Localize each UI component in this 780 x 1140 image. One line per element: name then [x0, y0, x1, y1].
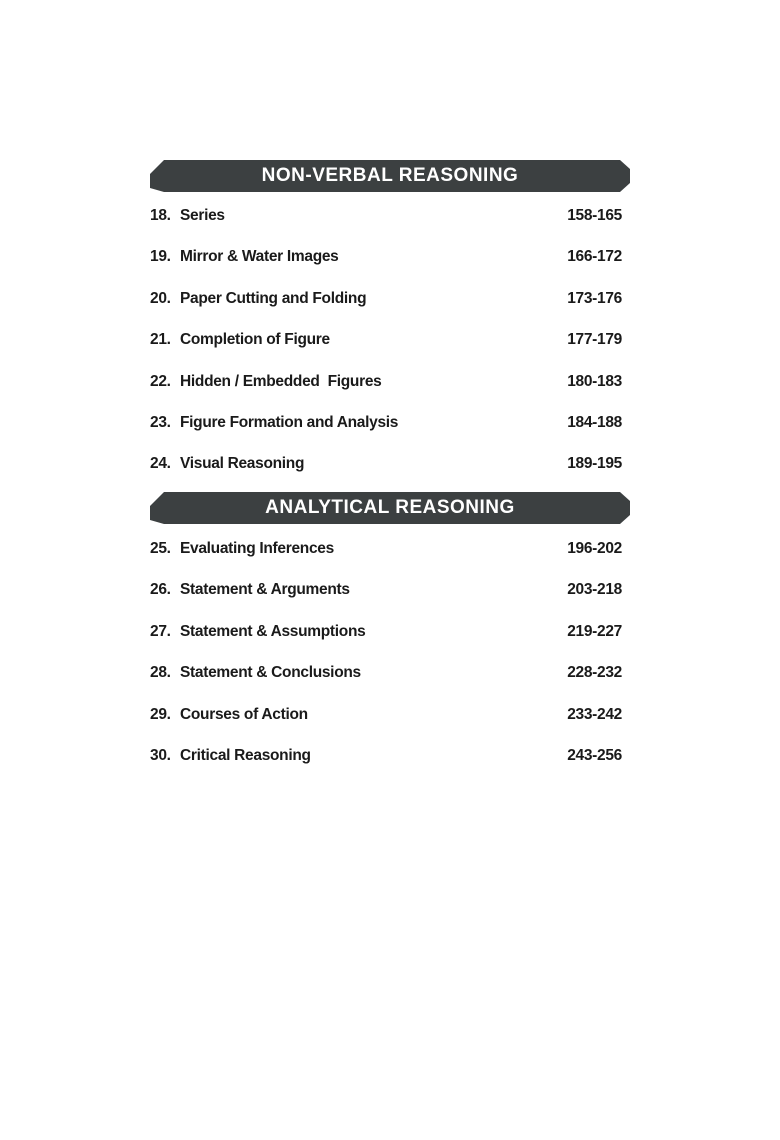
- entry-title: Series: [180, 207, 225, 224]
- entry-pages: 233-242: [567, 705, 622, 723]
- entry-pages: 158-165: [567, 207, 622, 224]
- entry-title: Hidden / Embedded Figures: [180, 372, 382, 390]
- entry-pages: 243-256: [567, 746, 622, 764]
- entry-number: 28.: [150, 664, 171, 682]
- entry-title: Statement & Assumptions: [180, 622, 366, 640]
- toc-entry[interactable]: [150, 581, 622, 622]
- toc-entry[interactable]: [150, 623, 622, 664]
- toc-entry[interactable]: [150, 664, 622, 705]
- entry-title: Visual Reasoning: [180, 455, 305, 473]
- entry-title: Mirror & Water Images: [180, 248, 339, 266]
- entry-title: Critical Reasoning: [180, 746, 311, 764]
- entry-title: Figure Formation and Analysis: [180, 413, 399, 431]
- toc-entry[interactable]: [150, 455, 622, 496]
- toc-entry[interactable]: [150, 414, 622, 455]
- entry-title: Statement & Conclusions: [180, 664, 361, 682]
- toc-entry[interactable]: [150, 248, 622, 289]
- entry-pages: 180-183: [567, 372, 622, 390]
- entry-number: 22.: [150, 372, 171, 390]
- entry-pages: 228-232: [567, 664, 622, 682]
- toc-entry[interactable]: [150, 290, 622, 331]
- entry-number: 19.: [150, 248, 171, 266]
- entry-title: Courses of Action: [180, 705, 308, 723]
- toc-list-analytical: [150, 540, 622, 788]
- entry-title: Completion of Figure: [180, 331, 330, 349]
- entry-pages: 184-188: [567, 413, 622, 431]
- section-banner-nonverbal: [150, 160, 630, 192]
- entry-number: 27.: [150, 622, 171, 640]
- toc-list-nonverbal: [150, 207, 622, 497]
- entry-number: 18.: [150, 207, 171, 224]
- toc-entry[interactable]: [150, 373, 622, 414]
- entry-number: 21.: [150, 331, 171, 349]
- entry-number: 25.: [150, 540, 171, 557]
- entry-number: 29.: [150, 705, 171, 723]
- entry-title: Statement & Arguments: [180, 581, 350, 599]
- entry-pages: 219-227: [567, 622, 622, 640]
- entry-number: 24.: [150, 455, 171, 473]
- entry-pages: 177-179: [567, 331, 622, 349]
- section-heading: ANALYTICAL REASONING: [265, 497, 515, 518]
- section-banner-analytical: [150, 492, 630, 524]
- toc-entry[interactable]: [150, 540, 622, 581]
- entry-pages: 203-218: [567, 581, 622, 599]
- entry-pages: 189-195: [567, 455, 622, 473]
- entry-number: 30.: [150, 746, 171, 764]
- entry-pages: 166-172: [567, 248, 622, 266]
- entry-number: 20.: [150, 289, 171, 307]
- toc-entry[interactable]: [150, 747, 622, 788]
- section-heading: NON-VERBAL REASONING: [261, 165, 519, 186]
- entry-number: 23.: [150, 413, 171, 431]
- toc-entry[interactable]: [150, 331, 622, 372]
- entry-pages: 173-176: [567, 289, 622, 307]
- entry-title: Evaluating Inferences: [180, 540, 334, 557]
- entry-title: Paper Cutting and Folding: [180, 289, 367, 307]
- toc-entry[interactable]: [150, 706, 622, 747]
- entry-pages: 196-202: [567, 540, 622, 557]
- toc-entry[interactable]: [150, 207, 622, 248]
- entry-number: 26.: [150, 581, 171, 599]
